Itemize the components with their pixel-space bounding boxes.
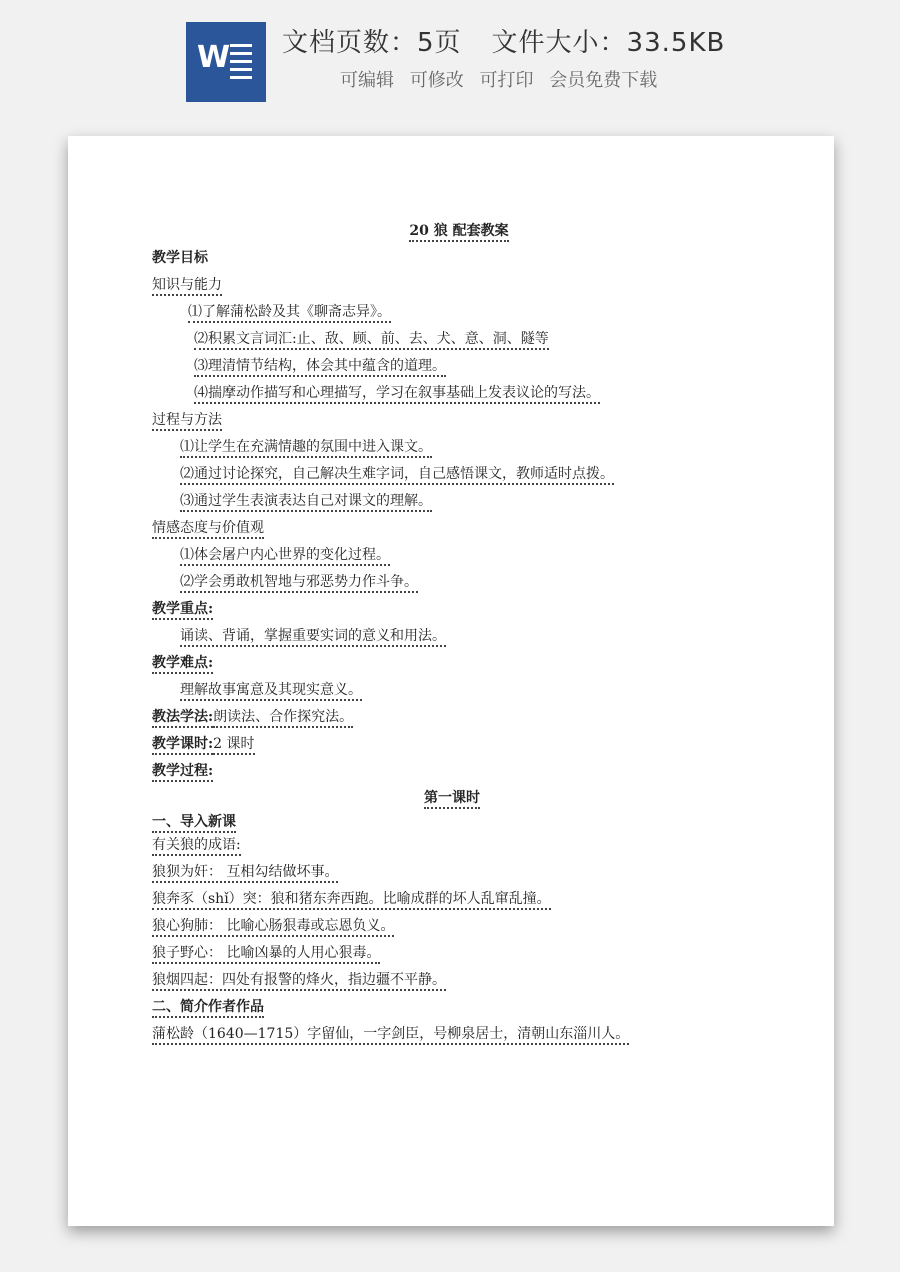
- file-size: 文件大小：33.5KB: [491, 28, 726, 58]
- heading-difficulties: 教学难点:: [152, 650, 752, 677]
- feature-editable: 可编辑: [340, 70, 394, 91]
- document-title-line: [166, 218, 752, 245]
- list-item: ⑷揣摩动作描写和心理描写，学习在叙事基础上发表议论的写法。: [152, 380, 752, 407]
- heading-section-1: 一、导入新课: [152, 812, 752, 832]
- document-title: 20 狼 配套教案: [409, 223, 508, 242]
- heading-process-method: 过程与方法: [152, 407, 752, 434]
- list-item: ⑴让学生在充满情趣的氛围中进入课文。: [152, 434, 752, 461]
- author-intro-text: 蒲松龄（1640—1715）字留仙，一字剑臣，号柳泉居士，清朝山东淄川人。: [152, 1021, 752, 1048]
- idiom-intro: 有关狼的成语:: [152, 832, 752, 859]
- teaching-approach-line: 教法学法:朗读法、合作探究法。: [152, 704, 752, 731]
- list-item: ⑴体会屠户内心世界的变化过程。: [152, 542, 752, 569]
- word-icon-lines: [230, 44, 252, 84]
- feature-printable: 可打印: [479, 70, 534, 91]
- teaching-hours-line: 教学课时:2 课时: [152, 731, 752, 758]
- feature-list: [340, 66, 667, 92]
- word-icon-letter: W: [197, 40, 231, 75]
- idiom-item: 狼心狗肺： 比喻心肠狠毒或忘恩负义。: [152, 913, 752, 940]
- heading-teaching-goals: 教学目标: [152, 250, 208, 266]
- heading-teaching-process: 教学过程:: [152, 758, 752, 785]
- document-page: [68, 136, 834, 1226]
- list-item: ⑶通过学生表演表达自己对课文的理解。: [152, 488, 752, 515]
- idiom-item: 狼子野心： 比喻凶暴的人用心狠毒。: [152, 940, 752, 967]
- idiom-item: 狼奔豕（shǐ）突：狼和猪东奔西跑。比喻成群的坏人乱窜乱撞。: [152, 886, 752, 913]
- list-item: ⑵积累文言词汇:止、敌、顾、前、去、犬、意、洞、隧等: [152, 326, 752, 353]
- lesson-title: 第一课时: [152, 785, 752, 812]
- list-item: ⑵学会勇敢机智地与邪恶势力作斗争。: [152, 569, 752, 596]
- heading-key-points: 教学重点:: [152, 596, 752, 623]
- list-item: ⑶理清情节结构，体会其中蕴含的道理。: [152, 353, 752, 380]
- word-document-icon: [186, 22, 266, 102]
- heading-section-2: 二、简介作者作品: [152, 994, 752, 1021]
- feature-member-download: 会员免费下载: [549, 70, 658, 91]
- idiom-item: 狼烟四起：四处有报警的烽火，指边疆不平静。: [152, 967, 752, 994]
- list-item: ⑵通过讨论探究，自己解决生难字词，自己感悟课文，教师适时点拨。: [152, 461, 752, 488]
- feature-modifiable: 可修改: [409, 70, 464, 91]
- difficulties-text: 理解故事寓意及其现实意义。: [152, 677, 752, 704]
- heading-knowledge-ability: 知识与能力: [152, 272, 752, 299]
- document-info-banner: [0, 0, 900, 120]
- document-body: [152, 218, 752, 1048]
- document-info-line: [282, 22, 725, 59]
- page-count: 文档页数：5页: [282, 28, 462, 58]
- key-points-text: 诵读、背诵，掌握重要实词的意义和用法。: [152, 623, 752, 650]
- idiom-item: 狼狈为奸： 互相勾结做坏事。: [152, 859, 752, 886]
- list-item: ⑴了解蒲松龄及其《聊斋志异》。: [152, 299, 752, 326]
- heading-emotion-values: 情感态度与价值观: [152, 515, 752, 542]
